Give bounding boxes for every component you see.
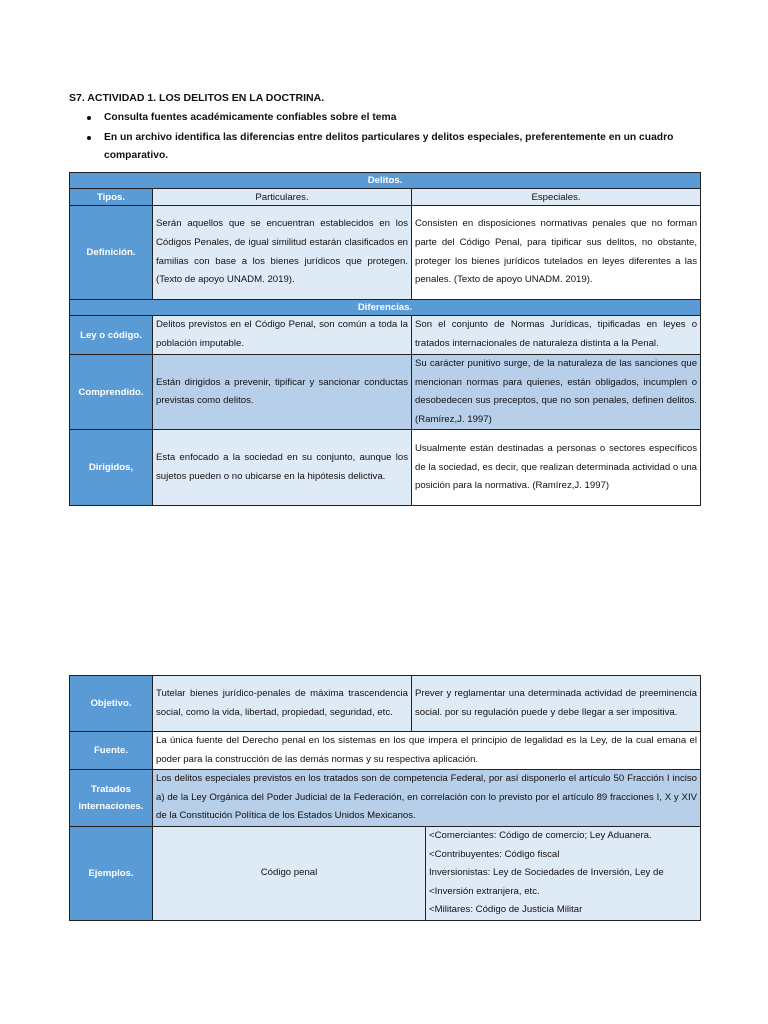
cell-dirigidos-particulares: Esta enfocado a la sociedad en su conjunto, aunque los sujetos pueden o no ubicarse en la hipótesis delictiva. <box>153 430 412 506</box>
column-header-especiales: Especiales. <box>412 189 701 206</box>
cell-ejemplos-especiales <box>426 826 701 920</box>
table-header-delitos: Delitos. <box>70 173 701 189</box>
instruction-item: En un archivo identifica las diferencias entre delitos particulares y delitos especiales, preferentemente en un cuadro comparativo. <box>84 129 704 165</box>
row-label-objetivo: Objetivo. <box>70 676 153 732</box>
ejemplo-line: Inversionistas: Ley de Sociedades de Inversión, Ley de <box>429 867 664 879</box>
cell-dirigidos-especiales: Usualmente están destinadas a personas o sectores específicos de la sociedad, es decir, que realizan determinada actividad o una posición para la normativa. (Ramírez,J. 1997) <box>412 430 701 506</box>
cell-ley-especiales: Son el conjunto de Normas Jurídicas, tipificadas en leyes o tratados internacionales de naturaleza distinta a la Penal. <box>412 316 701 355</box>
cell-fuente: La única fuente del Derecho penal en los sistemas en los que impera el principio de legalidad es la Ley, de la cual emana el poder para la construcción de las demás normas y su respectiva aplicación. <box>153 732 701 770</box>
comparison-table-delitos <box>69 172 701 506</box>
ejemplo-line: <Militares: Código de Justicia Militar <box>429 904 583 916</box>
cell-tratados: Los delitos especiales previstos en los tratados son de competencia Federal, por así disponerlo el artículo 50 Fracción I inciso a) de la Ley Orgánica del Poder Judicial de la Federación, en correlación con lo previsto por el artículo 89 fracciones I, X y XIV de la Constitución Política de los Estados Unidos Mexicanos. <box>153 770 701 827</box>
instruction-item: Consulta fuentes académicamente confiables sobre el tema <box>84 109 704 127</box>
cell-comprendido-particulares: Están dirigidos a prevenir, tipificar y sancionar conductas previstas como delitos. <box>153 355 412 430</box>
cell-definicion-particulares: Serán aquellos que se encuentran establecidos en los Códigos Penales, de igual similitud estarán clasificados en familias con base a los bienes jurídicos que protegen. (Texto de apoyo UNADM. 2019). <box>153 206 412 300</box>
row-label-comprendido: Comprendido. <box>70 355 153 430</box>
instruction-list <box>84 109 704 167</box>
row-label-fuente: Fuente. <box>70 732 153 770</box>
section-header-diferencias: Diferencias. <box>70 300 701 316</box>
cell-comprendido-especiales: Su carácter punitivo surge, de la naturaleza de las sanciones que mencionan normas para quienes, están obligados, incumplen o desobedecen sus preceptos, que no son penales, definen delitos. (Ramírez,J. 1997) <box>412 355 701 430</box>
row-label-ejemplos: Ejemplos. <box>70 826 153 920</box>
cell-definicion-especiales: Consisten en disposiciones normativas penales que no forman parte del Código Penal, para tipificar sus delitos, no obstante, proteger los bienes jurídicos tutelados en leyes diferentes a las penales. (Texto de apoyo UNADM. 2019). <box>412 206 701 300</box>
document-title: S7. ACTIVIDAD 1. LOS DELITOS EN LA DOCTRINA. <box>69 92 325 104</box>
row-label-definicion: Definición. <box>70 206 153 300</box>
ejemplo-line: <Inversión extranjera, etc. <box>429 885 540 897</box>
cell-ley-particulares: Delitos previstos en el Código Penal, son común a toda la población imputable. <box>153 316 412 355</box>
row-label-tipos: Tipos. <box>70 189 153 206</box>
cell-objetivo-particulares: Tutelar bienes jurídico-penales de máxima trascendencia social, como la vida, libertad, propiedad, seguridad, etc. <box>153 676 412 732</box>
cell-objetivo-especiales: Prever y reglamentar una determinada actividad de preeminencia social. por su regulación puede y debe llegar a ser impositiva. <box>412 676 701 732</box>
ejemplo-line: <Comerciantes: Código de comercio; Ley Aduanera. <box>429 829 652 841</box>
column-header-particulares: Particulares. <box>153 189 412 206</box>
cell-ejemplos-particulares: Código penal <box>153 826 426 920</box>
row-label-ley: Ley o código. <box>70 316 153 355</box>
ejemplo-line: <Contribuyentes: Código fiscal <box>429 848 560 860</box>
comparison-table-continued <box>69 675 701 921</box>
row-label-tratados: Tratados internaciones. <box>70 770 153 827</box>
row-label-dirigidos: Dirigidos, <box>70 430 153 506</box>
